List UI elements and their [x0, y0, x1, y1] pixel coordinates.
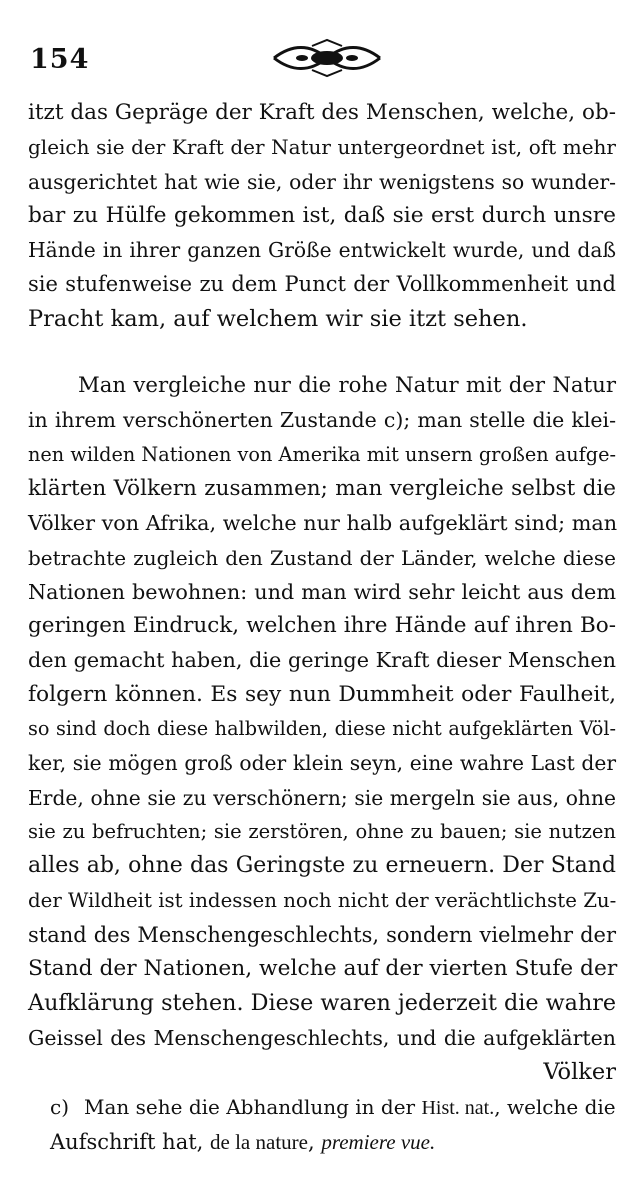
- paragraph-1: [28, 96, 616, 336]
- paragraph-gap: [28, 336, 616, 369]
- paragraph-2: [28, 369, 616, 1089]
- footnote-text: , welche die: [494, 1095, 616, 1119]
- text-line: ausgerichtet hat wie sie, oder ihr wenigstens so wunder-: [28, 169, 616, 194]
- text-line: geringen Eindruck, welchen ihre Hände auf ihren Bo-: [28, 613, 616, 639]
- footnote-line: [50, 1125, 616, 1159]
- text-line: stand des Menschengeschlechts, sondern vielmehr der: [28, 922, 616, 947]
- text-line: klärten Völkern zusammen; man vergleiche selbst die: [28, 475, 616, 501]
- text-line: ker, sie mögen groß oder klein seyn, eine wahre Last der: [28, 751, 616, 776]
- body-text: [28, 96, 616, 1089]
- text-line: sie stufenweise zu dem Punct der Vollkommenheit und: [28, 272, 616, 297]
- footnote-marker: c): [50, 1095, 70, 1119]
- text-line: der Wildheit ist indessen noch nicht der verächtlichste Zu-: [28, 888, 617, 912]
- text-line: den gemacht haben, die geringe Kraft dieser Menschen: [28, 648, 616, 673]
- footnote-text: Aufschrift hat,: [50, 1130, 211, 1154]
- text-line: so sind doch diese halbwilden, diese nicht aufgeklärten Völ-: [28, 717, 616, 741]
- text-line: folgern können. Es sey nun Dummheit oder Faulheit,: [28, 681, 616, 707]
- text-line: bar zu Hülfe gekommen ist, daß sie erst durch unsre: [28, 202, 616, 228]
- printer-ornament-icon: [272, 38, 382, 78]
- text-line: alles ab, ohne das Geringste zu erneuern. Der Stand: [28, 853, 616, 879]
- text-line: Völker von Afrika, welche nur halb aufgeklärt sind; man: [28, 511, 618, 536]
- text-line: sie zu befruchten; sie zerstören, ohne zu bauen; sie nutzen: [28, 819, 616, 843]
- footnote-text: ,: [307, 1130, 322, 1154]
- text-line: betrachte zugleich den Zustand der Länder, welche diese: [28, 545, 616, 570]
- text-line: in ihrem verschönerten Zustande c); man stelle die klei-: [28, 408, 616, 433]
- text-line: Nationen bewohnen: und man wird sehr leicht aus dem: [28, 579, 616, 604]
- footnote-latin-title: Hist. nat.: [421, 1097, 495, 1119]
- text-line: Aufklärung stehen. Diese waren jederzeit die wahre: [28, 990, 617, 1017]
- catchword: Völker: [543, 1059, 616, 1086]
- text-line: Man vergleiche nur die rohe Natur mit der Natur: [78, 373, 616, 399]
- text-line: Hände in ihrer ganzen Größe entwickelt wurde, und daß: [28, 238, 616, 263]
- text-line: Geissel des Menschengeschlechts, und die aufgeklärten: [28, 1025, 616, 1050]
- text-line: Erde, ohne sie zu verschönern; sie mergeln sie aus, ohne: [28, 785, 616, 810]
- footnote-line: [50, 1090, 616, 1125]
- footnote-text: Man sehe die Abhandlung in der: [84, 1095, 422, 1119]
- text-line: nen wilden Nationen von Amerika mit unsern großen aufge-: [28, 442, 616, 466]
- footnote-latin-subtitle: premiere vue.: [321, 1130, 436, 1154]
- footnote: [50, 1090, 616, 1159]
- text-line: itzt das Gepräge der Kraft des Menschen, welche, ob-: [28, 100, 616, 125]
- page-number: 154: [30, 44, 90, 75]
- text-line: Pracht kam, auf welchem wir sie itzt sehen.: [28, 305, 528, 332]
- footnote-latin-title: de la nature: [210, 1130, 308, 1154]
- text-line: Stand der Nationen, welche auf der vierten Stufe der: [28, 956, 618, 982]
- text-line: gleich sie der Kraft der Natur untergeordnet ist, oft mehr: [28, 135, 616, 160]
